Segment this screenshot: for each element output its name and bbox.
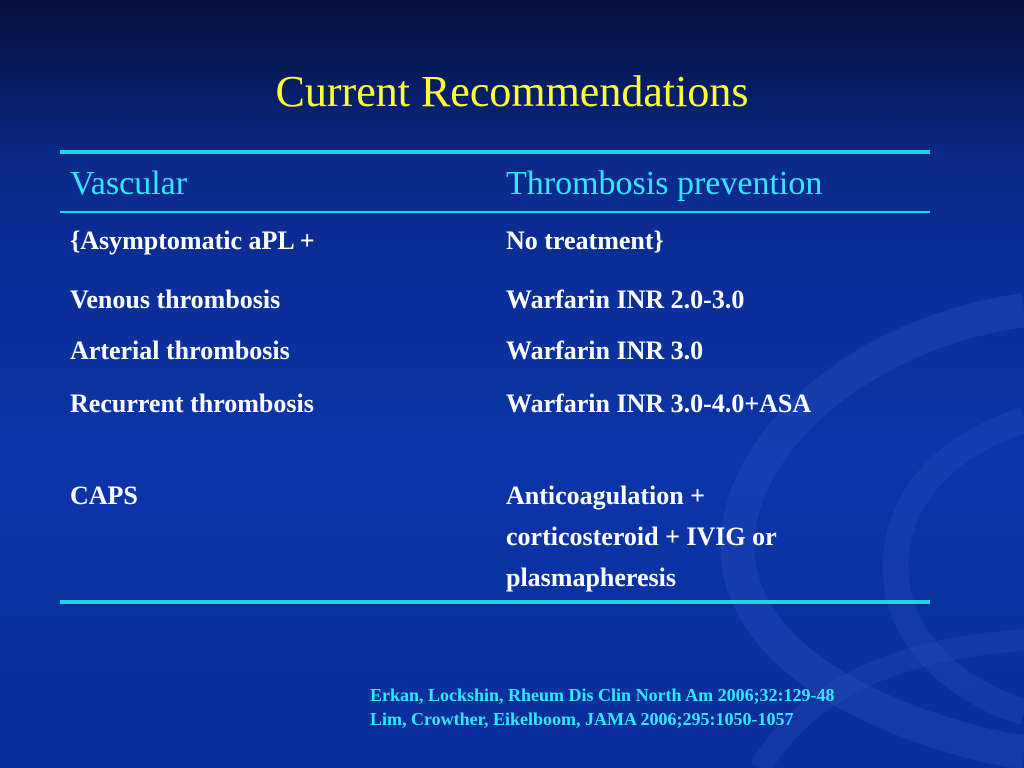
row-condition: Recurrent thrombosis <box>70 389 314 418</box>
table-header-rule <box>60 211 930 213</box>
header-vascular: Vascular <box>70 165 188 202</box>
row-treatment: Warfarin INR 3.0-4.0+ASA <box>506 389 812 418</box>
reference-line: Erkan, Lockshin, Rheum Dis Clin North Am 2006;32:129-48 <box>370 685 835 705</box>
row-condition: {Asymptomatic aPL + <box>70 226 315 255</box>
reference-line: Lim, Crowther, Eikelboom, JAMA 2006;295:1050-1057 <box>370 709 794 729</box>
row-treatment: No treatment} <box>506 226 664 255</box>
row-treatment-line: corticosteroid + IVIG or <box>506 522 777 551</box>
row-treatment-line: plasmapheresis <box>506 563 676 592</box>
row-treatment-line: Anticoagulation + <box>506 481 705 510</box>
references <box>370 683 835 731</box>
table-top-rule <box>60 150 930 154</box>
row-condition: Arterial thrombosis <box>70 336 290 365</box>
row-treatment: Warfarin INR 2.0-3.0 <box>506 285 745 314</box>
header-thrombosis-prevention: Thrombosis prevention <box>506 165 823 202</box>
row-treatment: Warfarin INR 3.0 <box>506 336 704 365</box>
row-condition: CAPS <box>70 481 138 510</box>
table-bottom-rule <box>60 600 930 604</box>
slide-title: Current Recommendations <box>275 67 749 116</box>
row-condition: Venous thrombosis <box>70 285 281 314</box>
